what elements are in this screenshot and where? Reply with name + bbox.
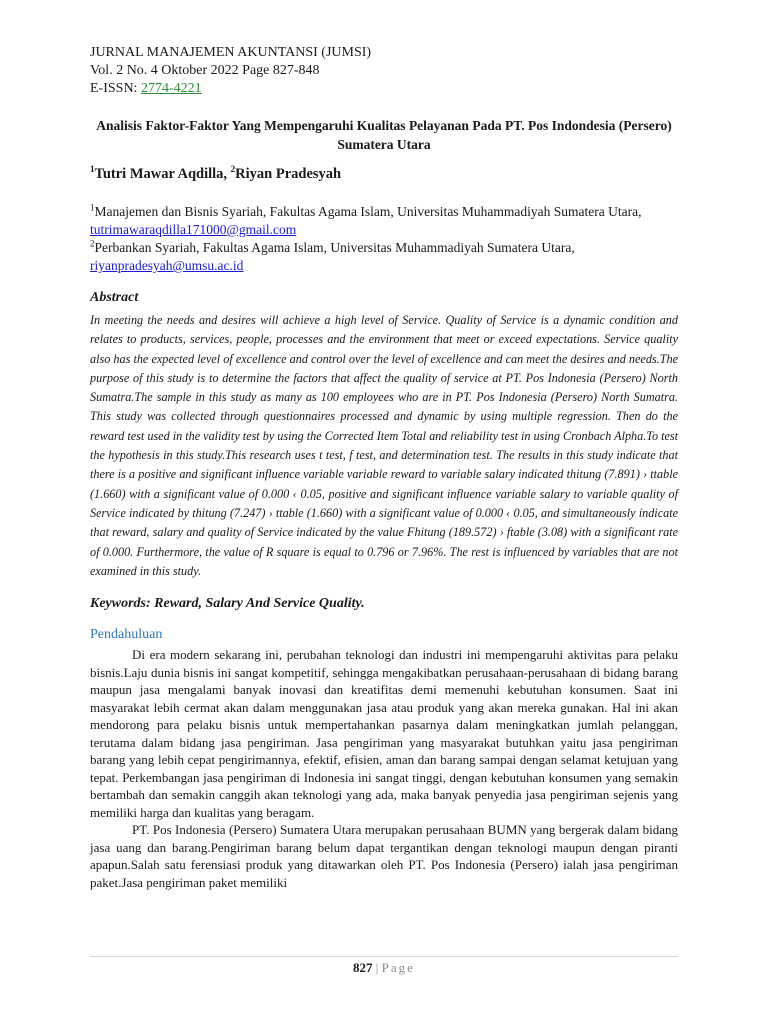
author2-email-link[interactable]: riyanpradesyah@umsu.ac.id — [90, 258, 244, 273]
journal-volume: Vol. 2 No. 4 Oktober 2022 Page 827-848 — [90, 63, 320, 78]
author2-name: Riyan Pradesyah — [235, 166, 342, 182]
author2-affiliation-marker: 2 — [230, 164, 236, 175]
affiliation-2-marker: 2 — [90, 238, 95, 249]
page-number: 827 — [353, 960, 373, 975]
footer-separator: | — [375, 960, 379, 975]
affiliation-1-marker: 1 — [90, 202, 95, 213]
issn-link[interactable]: 2774-4221 — [140, 81, 202, 96]
keywords: Keywords: Reward, Salary And Service Quality. — [90, 596, 365, 611]
abstract-text: In meeting the needs and desires will achieve a high level of Service. Quality of Service is a dynamic condition and relates to products, services, people, processes and the environment that meet or exceed expectations. Service quality also has the expected level of excellence and control over the level of excellence and can meet the desires and needs.The purpose of this study is to determine the factors that affect the quality of service at PT. Pos Indonesia (Persero) North Sumatra.The sample in this study as many as 100 employees who are in PT. Pos Indonesia (Persero) North Sumatra. This study was collected through questionnaires processed and dynamic by using multiple regression. Then do the reward test used in the validity test by using the Corrected Item Total and reliability test in using Cronbach Alpha.To test the hypothesis in this study.This research uses t test, f test, and determination test. The results in this study indicate that there is a positive and significant influence variable variable reward to variable salary indicated thitung (7.891) › ttable (1.660) with a significant value of 0.000 ‹ 0.05, positive and significant influence variable salary to variable quality of Service indicated by thitung (7.247) › ttable (1.660) with a significant value of 0.000 ‹ 0.05, and simultaneously indicate that reward, salary and quality of Service indicated by the value Fhitung (189.572) › ftable (3.08) with a significant rate of 0.000. Furthermore, the value of R square is equal to 0.796 or 7.96%. The rest is influenced by variables that are not examined in this study. — [90, 313, 679, 578]
issn-line — [90, 80, 371, 98]
page-footer — [0, 960, 768, 976]
page-label: Page — [381, 960, 415, 975]
author1-affiliation-marker: 1 — [90, 164, 95, 175]
affiliation-1-text: Manajemen dan Bisnis Syariah, Fakultas Agama Islam, Universitas Muhammadiyah Sumatera Utara, — [94, 204, 642, 219]
section-body — [90, 646, 678, 891]
author1-email-link[interactable]: tutrimawaraqdilla171000@gmail.com — [90, 222, 297, 237]
abstract-heading: Abstract — [90, 290, 139, 305]
author-list — [90, 166, 341, 183]
paragraph-1: Di era modern sekarang ini, perubahan teknologi dan industri ini mempengaruhi aktivitas para pelaku bisnis.Laju dunia bisnis ini sangat kompetitif, sehingga mengakibatkan perusahaan-perusahaan di bidang barang maupun jasa mengalami banyak inovasi dan kreatifitas demi memenuhi kebutuhan konsumen. Saat ini masyarakat lebih cermat akan dalam menggunakan jasa atau produk yang akan mereka gunakan. Hal ini akan mendorong para pelaku bisnis untuk mempertahankan pasarnya dalam meningkatkan jumlah pelanggan, terutama dalam bidang jasa pengiriman. Jasa pengiriman yang masyarakat butuhkan yaitu jasa pengiriman barang yang lebih cepat pengirimannya, efektif, efisien, aman dan barang sampai dengan selamat ketujuan yang tepat. Perkembangan jasa pengiriman di Indonesia ini sangat tinggi, dengan kebutuhan konsumen yang semakin bertambah dan semakin canggih akan teknologi yang ada, maka banyak penyedia jasa pengiriman sejenis yang memiliki harga dan kualitas yang beragam. — [90, 647, 678, 820]
journal-name: JURNAL MANAJEMEN AKUNTANSI (JUMSI) — [90, 45, 372, 60]
footer-divider — [90, 956, 678, 957]
paper-title: Analisis Faktor-Faktor Yang Mempengaruhi Kualitas Pelayanan Pada PT. Pos Indondesia (Persero) Sumatera Utara — [96, 118, 672, 152]
affiliation-2-text: Perbankan Syariah, Fakultas Agama Islam, Universitas Muhammadiyah Sumatera Utara, — [94, 240, 575, 255]
paragraph-2: PT. Pos Indonesia (Persero) Sumatera Utara merupakan perusahaan BUMN yang bergerak dalam bidang jasa uang dan barang.Pengiriman barang belum dapat tergantikan dengan teknologi maupun dengan piranti apapun.Salah satu ferensiasi produk yang ditawarkan oleh PT. Pos Indonesia (Persero) ialah jasa pengiriman paket.Jasa pengiriman paket memiliki — [90, 822, 678, 890]
author1-name: Tutri Mawar Aqdilla, — [94, 166, 231, 182]
section-heading-pendahuluan: Pendahuluan — [90, 627, 163, 642]
affiliation-1 — [90, 203, 680, 239]
issn-label: E-ISSN: — [90, 81, 141, 96]
affiliation-2 — [90, 239, 680, 275]
journal-header — [90, 44, 371, 98]
